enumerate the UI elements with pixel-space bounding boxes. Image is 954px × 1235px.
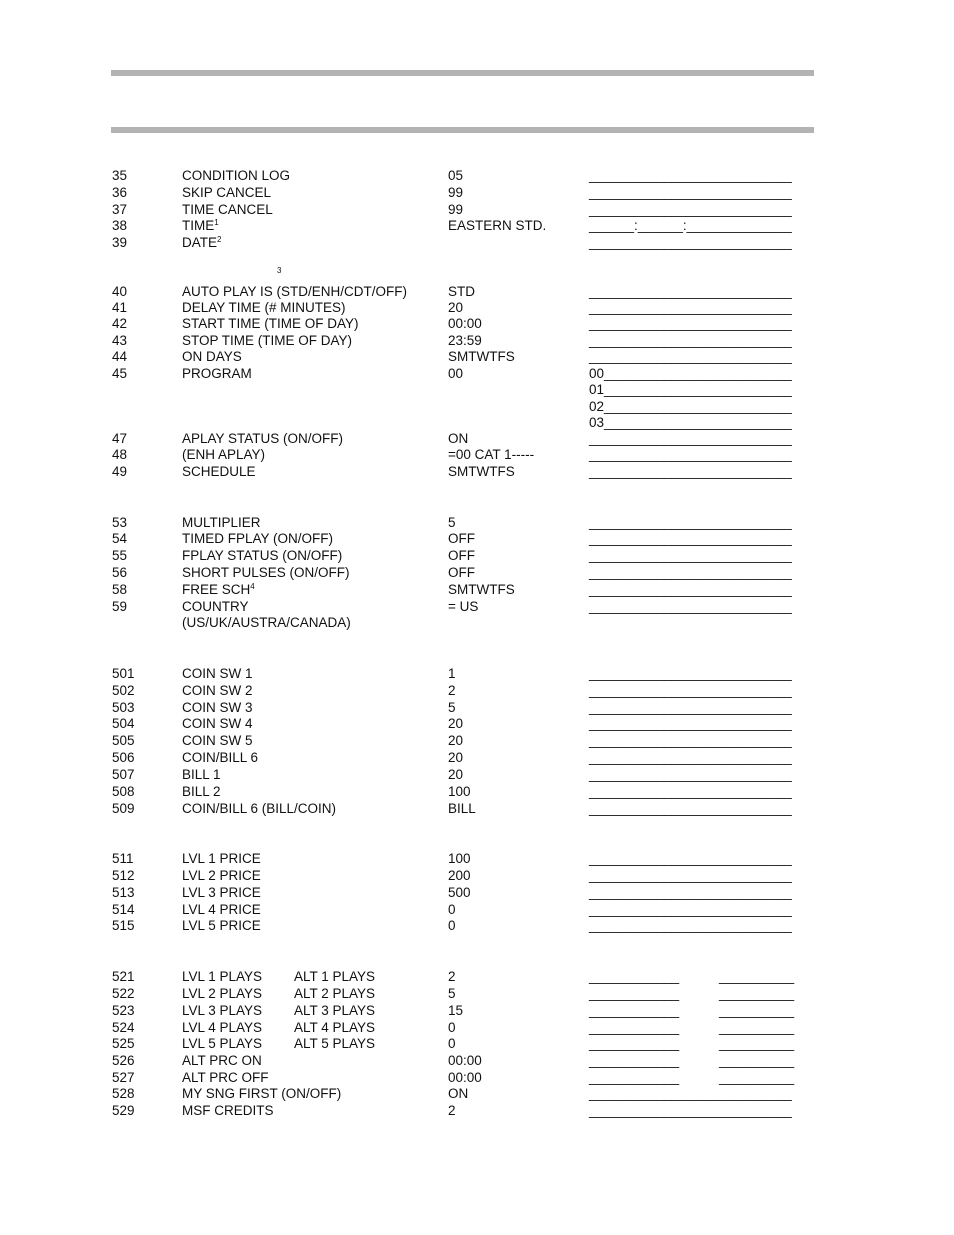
entry-blank: ___________________________ xyxy=(589,851,792,866)
table-row xyxy=(0,732,954,749)
default-value: 1 xyxy=(448,666,456,681)
table-row xyxy=(0,299,954,316)
setting-name-cell xyxy=(182,985,262,1002)
setting-number: 511 xyxy=(112,851,134,866)
alt-setting-name: ALT 5 PLAYS xyxy=(294,1036,376,1051)
table-row xyxy=(0,699,954,716)
default-value: EASTERN STD. xyxy=(448,218,547,233)
setting-name: COIN SW 4 xyxy=(182,716,253,731)
default-value: =00 CAT 1----- xyxy=(448,447,535,462)
entry-blank: ___________________________ xyxy=(589,431,792,446)
setting-number: 529 xyxy=(112,1103,135,1118)
setting-name-cell xyxy=(182,184,271,201)
setting-number: 521 xyxy=(112,969,135,984)
setting-name-cell xyxy=(182,884,261,901)
setting-name: MY SNG FIRST (ON/OFF) xyxy=(182,1086,342,1101)
setting-name-cell xyxy=(182,850,261,867)
entry-blank: ____________ xyxy=(589,1070,680,1085)
setting-name: APLAY STATUS (ON/OFF) xyxy=(182,431,344,446)
setting-name: LVL 4 PRICE xyxy=(182,902,261,917)
entry-blank: ___________________________ xyxy=(589,599,792,614)
setting-name: LVL 4 PLAYS xyxy=(182,1020,263,1035)
setting-name: COIN/BILL 6 xyxy=(182,750,259,765)
setting-name-cell xyxy=(182,1069,269,1086)
setting-number: 37 xyxy=(112,202,128,217)
setting-name: LVL 3 PRICE xyxy=(182,885,261,900)
footnote-ref: 4 xyxy=(250,582,255,591)
setting-name-cell xyxy=(182,749,258,766)
setting-name: START TIME (TIME OF DAY) xyxy=(182,316,359,331)
alt-setting-name: ALT 2 PLAYS xyxy=(294,986,376,1001)
setting-number: 515 xyxy=(112,918,135,933)
entry-blank: ___________________________ xyxy=(589,918,792,933)
setting-name-cell xyxy=(182,530,333,547)
setting-name-cell xyxy=(182,968,262,985)
table-row xyxy=(0,1102,954,1119)
default-value: 20 xyxy=(448,767,464,782)
table-row xyxy=(0,365,954,382)
setting-name: SHORT PULSES (ON/OFF) xyxy=(182,565,350,580)
setting-name: (ENH APLAY) xyxy=(182,447,266,462)
setting-name: LVL 2 PLAYS xyxy=(182,986,263,1001)
setting-number: 54 xyxy=(112,531,128,546)
setting-number: 528 xyxy=(112,1086,135,1101)
entry-blank: ___________________________ xyxy=(589,885,792,900)
entry-blank: ___________________________ xyxy=(589,767,792,782)
alt-setting-name: ALT 1 PLAYS xyxy=(294,969,376,984)
setting-name: COIN SW 5 xyxy=(182,733,253,748)
entry-blank: ___________________________ xyxy=(589,202,792,217)
default-value: STD xyxy=(448,284,475,299)
entry-blank: ___________________________ xyxy=(589,316,792,331)
setting-number: 43 xyxy=(112,333,128,348)
table-row xyxy=(0,463,954,480)
entry-blank: ______:______:______________ xyxy=(589,218,792,233)
setting-number: 41 xyxy=(112,300,128,315)
default-value: 2 xyxy=(448,969,456,984)
setting-name-cell xyxy=(182,766,221,783)
setting-name-cell xyxy=(182,614,351,631)
setting-name-cell xyxy=(182,867,261,884)
setting-name-cell xyxy=(182,901,261,918)
entry-blank: ___________________________ xyxy=(589,801,792,816)
alt-setting-name: ALT 3 PLAYS xyxy=(294,1003,376,1018)
entry-blank: ___________________________ xyxy=(589,582,792,597)
setting-name: LVL 3 PLAYS xyxy=(182,1003,263,1018)
entry-blank: ___________________________ xyxy=(589,565,792,580)
entry-blank: ___________________________ xyxy=(589,284,792,299)
entry-blank: 00_________________________ xyxy=(589,366,792,381)
setting-name: SCHEDULE xyxy=(182,464,256,479)
setting-name: TIME xyxy=(182,218,215,233)
setting-name: COIN SW 2 xyxy=(182,683,253,698)
entry-blank: ____________ xyxy=(589,1003,680,1018)
setting-number: 525 xyxy=(112,1036,135,1051)
table-row xyxy=(0,167,954,184)
alt-entry-blank: __________ xyxy=(719,1053,795,1068)
setting-name: AUTO PLAY IS (STD/ENH/CDT/OFF) xyxy=(182,284,408,299)
setting-name: STOP TIME (TIME OF DAY) xyxy=(182,333,353,348)
table-row xyxy=(0,985,954,1002)
setting-number: 513 xyxy=(112,885,135,900)
table-row xyxy=(0,682,954,699)
entry-blank: ___________________________ xyxy=(589,683,792,698)
setting-number: 502 xyxy=(112,683,135,698)
setting-name: COIN SW 3 xyxy=(182,700,253,715)
entry-blank: ___________________________ xyxy=(589,784,792,799)
setting-number: 514 xyxy=(112,902,135,917)
setting-name: MULTIPLIER xyxy=(182,515,261,530)
setting-name: DATE xyxy=(182,235,218,250)
default-value: 0 xyxy=(448,918,456,933)
entry-blank: ___________________________ xyxy=(589,300,792,315)
setting-name-cell xyxy=(182,463,256,480)
setting-number: 35 xyxy=(112,168,128,183)
alt-entry-blank: __________ xyxy=(719,1020,795,1035)
setting-name: ON DAYS xyxy=(182,349,242,364)
table-row xyxy=(0,783,954,800)
default-value: 00:00 xyxy=(448,316,482,331)
setting-number: 526 xyxy=(112,1053,135,1068)
table-row xyxy=(0,234,954,251)
table-row xyxy=(0,850,954,867)
table-row xyxy=(0,446,954,463)
table-row xyxy=(0,1069,954,1086)
default-value: 0 xyxy=(448,902,456,917)
setting-name: (US/UK/AUSTRA/CANADA) xyxy=(182,615,351,630)
entry-blank: ____________ xyxy=(589,969,680,984)
setting-name: PROGRAM xyxy=(182,366,252,381)
default-value: 99 xyxy=(448,202,464,217)
table-row xyxy=(0,749,954,766)
default-value: 5 xyxy=(448,700,456,715)
default-value: 00:00 xyxy=(448,1053,482,1068)
setting-number: 512 xyxy=(112,868,135,883)
setting-number: 507 xyxy=(112,767,135,782)
alt-entry-blank: __________ xyxy=(719,1070,795,1085)
table-row xyxy=(0,800,954,817)
setting-name-cell xyxy=(182,715,253,732)
setting-name-cell xyxy=(182,1052,262,1069)
table-row xyxy=(0,1052,954,1069)
setting-name-cell xyxy=(182,699,253,716)
setting-name: LVL 1 PRICE xyxy=(182,851,261,866)
table-row xyxy=(0,332,954,349)
entry-blank: ___________________________ xyxy=(589,700,792,715)
setting-name-cell xyxy=(182,446,265,463)
default-value: 0 xyxy=(448,1036,456,1051)
setting-name-cell xyxy=(182,167,290,184)
setting-name-cell xyxy=(182,1102,274,1119)
entry-blank: ___________________________ xyxy=(589,1103,792,1118)
setting-number: 58 xyxy=(112,582,128,597)
setting-number: 506 xyxy=(112,750,135,765)
setting-name-cell xyxy=(182,581,255,598)
default-value: 0 xyxy=(448,1020,456,1035)
table-row xyxy=(0,867,954,884)
top-rule xyxy=(111,70,814,76)
default-value: 23:59 xyxy=(448,333,482,348)
header-rule xyxy=(111,127,814,133)
setting-name: LVL 5 PLAYS xyxy=(182,1036,263,1051)
table-row xyxy=(0,968,954,985)
default-value: 100 xyxy=(448,851,471,866)
default-value: = US xyxy=(448,599,479,614)
table-row xyxy=(0,1035,954,1052)
table-row xyxy=(0,1002,954,1019)
setting-name: BILL 2 xyxy=(182,784,221,799)
setting-number: 56 xyxy=(112,565,128,580)
table-row xyxy=(0,564,954,581)
setting-number: 523 xyxy=(112,1003,135,1018)
table-row xyxy=(0,201,954,218)
entry-blank: ___________________________ xyxy=(589,716,792,731)
alt-entry-blank: __________ xyxy=(719,969,795,984)
setting-name-cell xyxy=(182,547,342,564)
setting-name: LVL 1 PLAYS xyxy=(182,969,263,984)
table-row xyxy=(0,283,954,300)
setting-number: 53 xyxy=(112,515,128,530)
setting-name-cell xyxy=(182,598,249,615)
setting-number: 501 xyxy=(112,666,135,681)
setting-number: 39 xyxy=(112,235,128,250)
default-value: 500 xyxy=(448,885,471,900)
entry-blank: ___________________________ xyxy=(589,464,792,479)
default-value: 15 xyxy=(448,1003,464,1018)
table-row xyxy=(0,598,954,615)
default-value: OFF xyxy=(448,548,475,563)
setting-name-cell xyxy=(182,234,221,251)
table-row xyxy=(0,398,954,415)
setting-name: COUNTRY xyxy=(182,599,249,614)
table-row xyxy=(0,884,954,901)
setting-number: 48 xyxy=(112,447,128,462)
setting-name: SKIP CANCEL xyxy=(182,185,272,200)
footnote-ref: 1 xyxy=(214,218,219,227)
setting-name-cell xyxy=(182,1002,262,1019)
entry-blank: ___________________________ xyxy=(589,235,792,250)
entry-blank: 02_________________________ xyxy=(589,399,792,414)
alt-entry-blank: __________ xyxy=(719,986,795,1001)
entry-blank: ____________ xyxy=(589,1036,680,1051)
setting-name-cell xyxy=(182,430,343,447)
setting-name: LVL 5 PRICE xyxy=(182,918,261,933)
table-row xyxy=(0,715,954,732)
setting-name-cell xyxy=(182,315,359,332)
default-value: 200 xyxy=(448,868,471,883)
setting-name: ALT PRC ON xyxy=(182,1053,262,1068)
default-value: 20 xyxy=(448,733,464,748)
setting-name: COIN/BILL 6 (BILL/COIN) xyxy=(182,801,337,816)
table-row xyxy=(0,901,954,918)
setting-name: TIMED FPLAY (ON/OFF) xyxy=(182,531,334,546)
entry-blank: ___________________________ xyxy=(589,185,792,200)
table-row xyxy=(0,381,954,398)
entry-blank: ___________________________ xyxy=(589,750,792,765)
setting-number: 527 xyxy=(112,1070,135,1085)
entry-blank: ____________ xyxy=(589,986,680,1001)
table-row xyxy=(0,217,954,234)
setting-name: DELAY TIME (# MINUTES) xyxy=(182,300,346,315)
setting-number: 38 xyxy=(112,218,128,233)
setting-name-cell xyxy=(182,299,346,316)
entry-blank: ___________________________ xyxy=(589,733,792,748)
default-value: OFF xyxy=(448,565,475,580)
setting-name-cell xyxy=(182,732,253,749)
setting-name-cell xyxy=(182,1035,262,1052)
default-value: ON xyxy=(448,431,469,446)
setting-number: 40 xyxy=(112,284,128,299)
setting-number: 59 xyxy=(112,599,128,614)
entry-blank: ___________________________ xyxy=(589,868,792,883)
default-value: ON xyxy=(448,1086,469,1101)
default-value: SMTWTFS xyxy=(448,464,515,479)
default-value: 00:00 xyxy=(448,1070,482,1085)
entry-blank: ____________ xyxy=(589,1053,680,1068)
table-row xyxy=(0,665,954,682)
table-row xyxy=(0,514,954,531)
setting-name-cell xyxy=(182,348,242,365)
setting-name-cell xyxy=(182,1085,341,1102)
table-row xyxy=(0,917,954,934)
entry-blank: 03_________________________ xyxy=(589,415,792,430)
setting-name-cell xyxy=(182,800,336,817)
setting-name: CONDITION LOG xyxy=(182,168,291,183)
setting-number: 504 xyxy=(112,716,135,731)
alt-entry-blank: __________ xyxy=(719,1003,795,1018)
setting-number: 49 xyxy=(112,464,128,479)
entry-blank: ___________________________ xyxy=(589,515,792,530)
table-row xyxy=(0,530,954,547)
table-row xyxy=(0,184,954,201)
alt-setting-name: ALT 4 PLAYS xyxy=(294,1020,376,1035)
entry-blank: ___________________________ xyxy=(589,1086,792,1101)
default-value: OFF xyxy=(448,531,475,546)
default-value: 05 xyxy=(448,168,464,183)
setting-name: MSF CREDITS xyxy=(182,1103,274,1118)
default-value: SMTWTFS xyxy=(448,582,515,597)
setting-name-cell xyxy=(182,332,352,349)
setting-name: BILL 1 xyxy=(182,767,221,782)
setting-number: 45 xyxy=(112,366,128,381)
setting-number: 508 xyxy=(112,784,135,799)
entry-blank: ___________________________ xyxy=(589,168,792,183)
default-value: 99 xyxy=(448,185,464,200)
default-value: SMTWTFS xyxy=(448,349,515,364)
setting-name-cell xyxy=(182,217,219,234)
table-row xyxy=(0,1085,954,1102)
setting-name-cell xyxy=(182,514,261,531)
default-value: BILL xyxy=(448,801,476,816)
table-row xyxy=(0,1019,954,1036)
setting-number: 522 xyxy=(112,986,135,1001)
setting-name: COIN SW 1 xyxy=(182,666,253,681)
setting-number: 42 xyxy=(112,316,128,331)
setting-number: 55 xyxy=(112,548,128,563)
setting-name-cell xyxy=(182,201,273,218)
setting-number: 503 xyxy=(112,700,135,715)
setting-name: ALT PRC OFF xyxy=(182,1070,269,1085)
entry-blank: ___________________________ xyxy=(589,333,792,348)
default-value: 00 xyxy=(448,366,464,381)
setting-number: 505 xyxy=(112,733,135,748)
table-row xyxy=(0,614,954,631)
table-row xyxy=(0,414,954,431)
default-value: 5 xyxy=(448,515,456,530)
setting-name: TIME CANCEL xyxy=(182,202,273,217)
table-row xyxy=(0,581,954,598)
setting-number: 524 xyxy=(112,1020,135,1035)
default-value: 20 xyxy=(448,716,464,731)
entry-blank: ____________ xyxy=(589,1020,680,1035)
setting-name-cell xyxy=(182,917,261,934)
setting-name: FPLAY STATUS (ON/OFF) xyxy=(182,548,343,563)
setting-name-cell xyxy=(182,682,253,699)
setting-name-cell xyxy=(182,783,221,800)
entry-blank: ___________________________ xyxy=(589,349,792,364)
setting-name-cell xyxy=(182,365,252,382)
default-value: 100 xyxy=(448,784,471,799)
footnote-ref: 2 xyxy=(217,235,222,244)
entry-blank: ___________________________ xyxy=(589,447,792,462)
entry-blank: ___________________________ xyxy=(589,531,792,546)
setting-name: LVL 2 PRICE xyxy=(182,868,261,883)
table-row xyxy=(0,315,954,332)
table-row xyxy=(0,348,954,365)
default-value: 2 xyxy=(448,683,456,698)
footnote-marker: 3 xyxy=(277,266,282,275)
entry-blank: ___________________________ xyxy=(589,548,792,563)
default-value: 20 xyxy=(448,300,464,315)
alt-entry-blank: __________ xyxy=(719,1036,795,1051)
table-row xyxy=(0,547,954,564)
setting-name-cell xyxy=(182,564,350,581)
entry-blank: 01_________________________ xyxy=(589,382,792,397)
setting-number: 44 xyxy=(112,349,128,364)
setting-name-cell xyxy=(182,665,253,682)
entry-blank: ___________________________ xyxy=(589,902,792,917)
setting-name: FREE SCH xyxy=(182,582,251,597)
setting-name-cell xyxy=(182,283,407,300)
setting-name-cell xyxy=(182,1019,262,1036)
setting-number: 509 xyxy=(112,801,135,816)
table-row xyxy=(0,430,954,447)
setting-number: 47 xyxy=(112,431,128,446)
setting-number: 36 xyxy=(112,185,128,200)
default-value: 20 xyxy=(448,750,464,765)
default-value: 5 xyxy=(448,986,456,1001)
entry-blank: ___________________________ xyxy=(589,666,792,681)
table-row xyxy=(0,766,954,783)
default-value: 2 xyxy=(448,1103,456,1118)
